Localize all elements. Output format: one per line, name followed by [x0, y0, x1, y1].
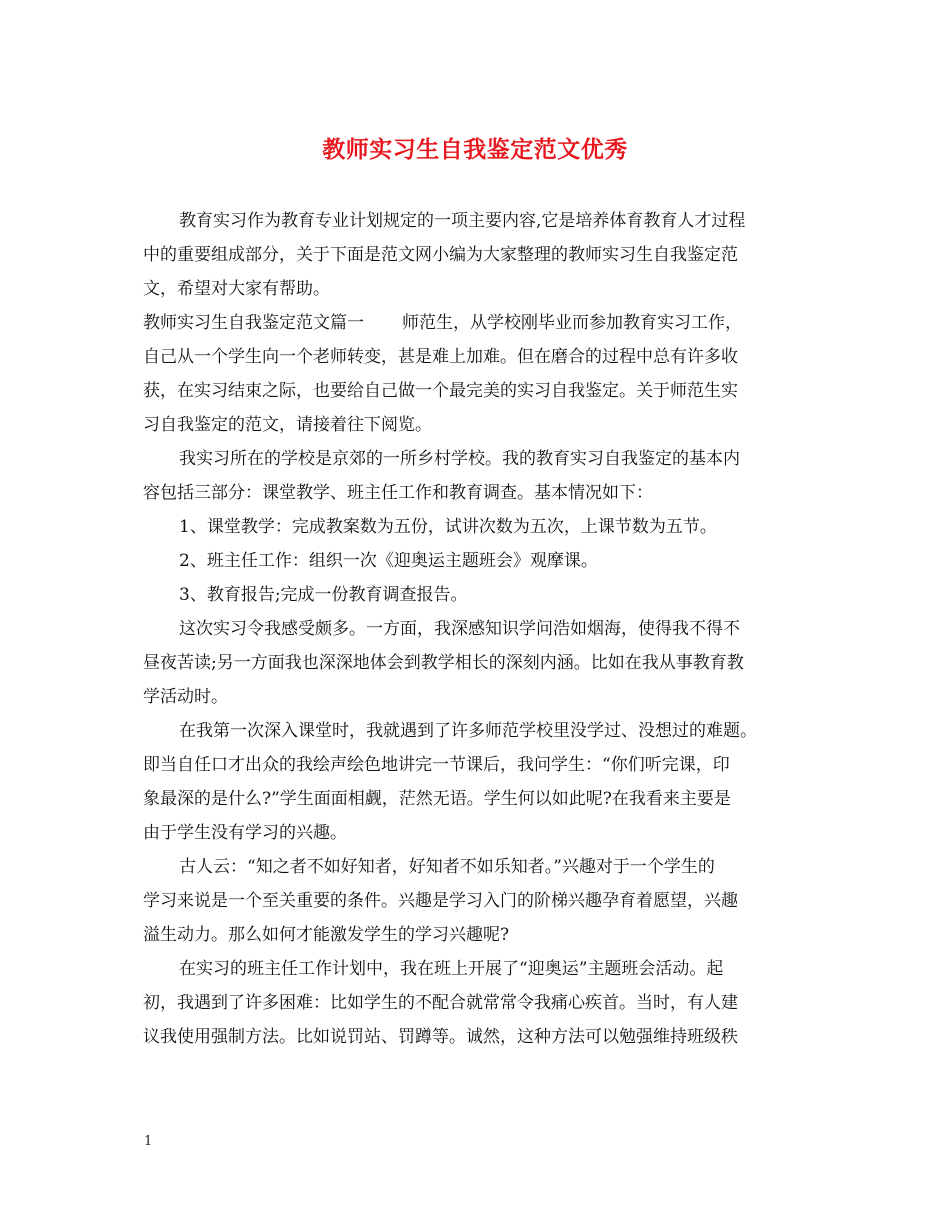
text-line: 获，在实习结束之际，也要给自己做一个最完美的实习自我鉴定。关于师范生实 [143, 381, 738, 401]
text-line: 学活动时。 [143, 687, 228, 707]
text-line: 溢生动力。那么如何才能激发学生的学习兴趣呢? [143, 925, 510, 945]
text-line: 我实习所在的学校是京郊的一所乡村学校。我的教育实习自我鉴定的基本内 [179, 449, 740, 469]
text-line: 学习来说是一个至关重要的条件。兴趣是学习入门的阶梯兴趣孕育着愿望，兴趣 [143, 891, 738, 911]
document-body [143, 204, 823, 1054]
text-line [143, 306, 823, 340]
text-line: 象最深的是什么?”学生面面相觑，茫然无语。学生何以如此呢?在我看来主要是 [143, 789, 731, 809]
text-line: 容包括三部分：课堂教学、班主任工作和教育调查。基本情况如下： [143, 483, 653, 503]
text-line: 由于学生没有学习的兴趣。 [143, 823, 347, 843]
document-title: 教师实习生自我鉴定范文优秀 [322, 136, 628, 163]
text-line: 文，希望对大家有帮助。 [143, 279, 330, 299]
text-fragment: 师范生，从学校刚毕业而参加教育实习工作， [402, 313, 742, 333]
text-line: 初，我遇到了许多困难：比如学生的不配合就常常令我痛心疾首。当时，有人建 [143, 993, 738, 1013]
section-heading: 教师实习生自我鉴定范文篇一 [143, 313, 364, 333]
text-line: 这次实习令我感受颇多。一方面，我深感知识学问浩如烟海，使得我不得不 [179, 619, 740, 639]
text-line: 古人云：“知之者不如好知者，好知者不如乐知者。”兴趣对于一个学生的 [179, 857, 715, 877]
text-line: 昼夜苦读;另一方面我也深深地体会到教学相长的深刻内涵。比如在我从事教育教 [143, 653, 744, 673]
text-line: 在实习的班主任工作计划中，我在班上开展了“迎奥运”主题班会活动。起 [179, 959, 724, 979]
text-line: 教育实习作为教育专业计划规定的一项主要内容,它是培养体育教育人才过程 [179, 211, 746, 231]
text-line: 即当自任口才出众的我绘声绘色地讲完一节课后，我问学生：“你们听完课，印 [143, 755, 730, 775]
page-number: 1 [144, 1134, 153, 1149]
text-line: 中的重要组成部分，关于下面是范文网小编为大家整理的教师实习生自我鉴定范 [143, 245, 738, 265]
text-line: 自己从一个学生向一个老师转变，甚是难上加难。但在磨合的过程中总有许多收 [143, 347, 738, 367]
text-line: 2、班主任工作：组织一次《迎奥运主题班会》观摩课。 [179, 551, 598, 571]
text-line: 1、课堂教学：完成教案数为五份，试讲次数为五次，上课节数为五节。 [179, 517, 717, 537]
text-line: 习自我鉴定的范文，请接着往下阅览。 [143, 415, 432, 435]
text-line: 议我使用强制方法。比如说罚站、罚蹲等。诚然，这种方法可以勉强维持班级秩 [143, 1027, 738, 1047]
text-line: 在我第一次深入课堂时，我就遇到了许多师范学校里没学过、没想过的难题。 [179, 721, 757, 741]
text-line: 3、教育报告;完成一份教育调查报告。 [179, 585, 468, 605]
